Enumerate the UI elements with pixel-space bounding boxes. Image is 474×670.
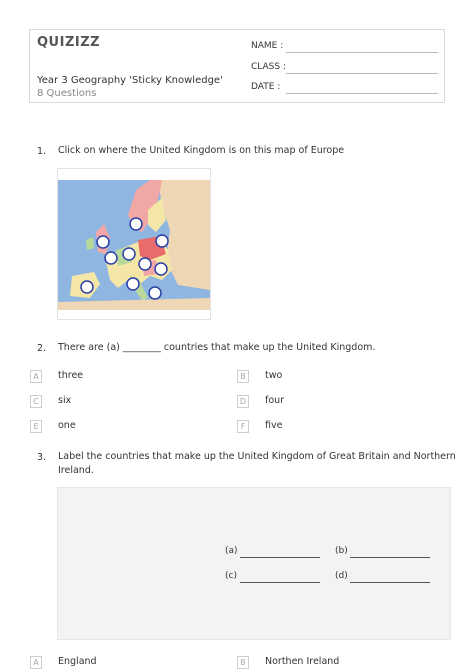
question-1-number: 1. — [37, 146, 47, 157]
blank-a-label: (a) — [225, 546, 238, 556]
map-marker[interactable] — [81, 281, 93, 293]
map-marker[interactable] — [105, 252, 117, 264]
blank-c-label: (c) — [225, 571, 237, 581]
option-b-text[interactable]: two — [265, 370, 283, 381]
question-count: 8 Questions — [37, 88, 97, 99]
date-line[interactable] — [286, 93, 438, 94]
option-a-text[interactable]: England — [58, 656, 97, 667]
europe-map — [58, 180, 210, 310]
map-marker[interactable] — [130, 218, 142, 230]
map-marker[interactable] — [123, 248, 135, 260]
option-a-box[interactable]: A — [30, 370, 42, 383]
labeling-area[interactable] — [57, 487, 451, 640]
class-line[interactable] — [286, 73, 438, 74]
map-marker[interactable] — [156, 235, 168, 247]
option-f-text[interactable]: five — [265, 420, 283, 431]
option-e-box[interactable]: E — [30, 420, 42, 433]
option-b-box[interactable]: B — [237, 370, 249, 383]
date-label: DATE : — [251, 82, 281, 92]
map-marker[interactable] — [155, 263, 167, 275]
option-b-text[interactable]: Northen Ireland — [265, 656, 340, 667]
question-2-number: 2. — [37, 343, 47, 354]
option-e-text[interactable]: one — [58, 420, 76, 431]
map-marker[interactable] — [149, 287, 161, 299]
blank-b-line[interactable] — [350, 557, 430, 558]
option-b-box[interactable]: B — [237, 656, 249, 669]
map-marker[interactable] — [139, 258, 151, 270]
question-3-number: 3. — [37, 452, 47, 463]
option-d-text[interactable]: four — [265, 395, 285, 406]
worksheet-title: Year 3 Geography 'Sticky Knowledge' — [37, 75, 223, 86]
question-3-text-line1: Label the countries that make up the United Kingdom of Great Britain and Northern — [58, 451, 456, 462]
name-line[interactable] — [286, 52, 438, 53]
blank-c-line[interactable] — [240, 582, 320, 583]
quizizz-logo: QUIZIZZ — [37, 35, 101, 50]
blank-b-label: (b) — [335, 546, 348, 556]
map-marker[interactable] — [97, 236, 109, 248]
name-label: NAME : — [251, 41, 284, 51]
class-label: CLASS : — [251, 62, 286, 72]
question-1-text: Click on where the United Kingdom is on this map of Europe — [58, 145, 345, 156]
blank-d-label: (d) — [335, 571, 348, 581]
question-3-text-line2: Ireland. — [58, 465, 94, 476]
option-f-box[interactable]: F — [237, 420, 249, 433]
option-d-box[interactable]: D — [237, 395, 249, 408]
question-2-text: There are (a) ________ countries that make up the United Kingdom. — [58, 342, 376, 353]
map-marker[interactable] — [127, 278, 139, 290]
option-a-text[interactable]: three — [58, 370, 84, 381]
blank-d-line[interactable] — [350, 582, 430, 583]
option-c-text[interactable]: six — [58, 395, 72, 406]
option-c-box[interactable]: C — [30, 395, 42, 408]
option-a-box[interactable]: A — [30, 656, 42, 669]
blank-a-line[interactable] — [240, 557, 320, 558]
